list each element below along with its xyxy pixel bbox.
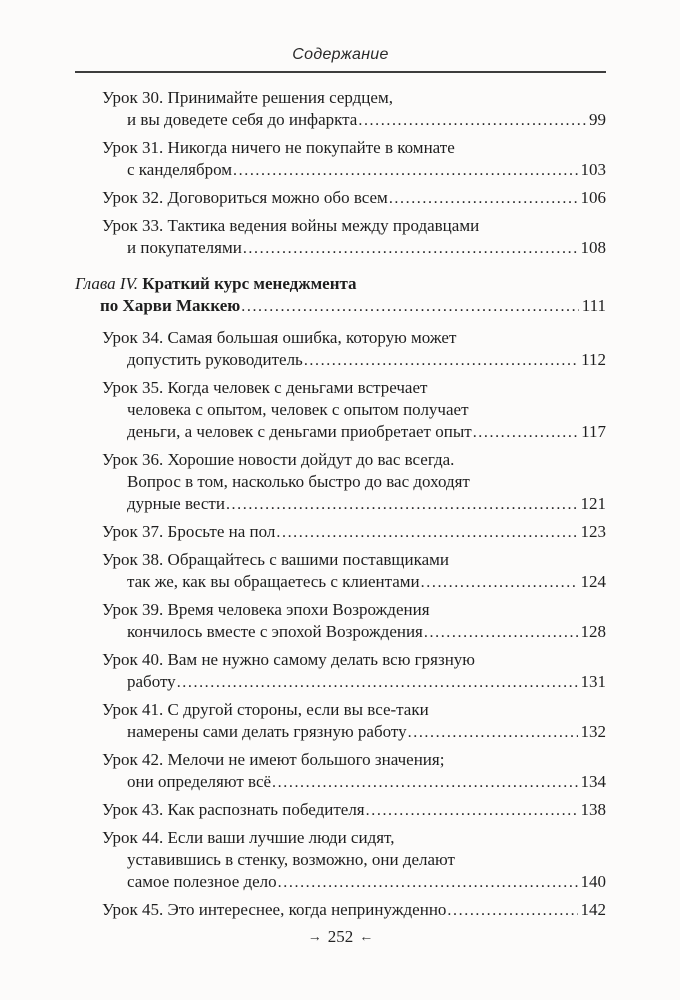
book-page — [75, 46, 606, 947]
entry-line — [102, 771, 606, 794]
entry-page-number: 128 — [580, 622, 606, 641]
entry-line — [102, 671, 606, 694]
entry-line — [102, 699, 606, 721]
entry-title-text: и вы доведете себя до инфаркта — [127, 110, 358, 129]
entry-page-number: 131 — [580, 672, 606, 691]
entry-line — [102, 493, 606, 516]
entry-title-text: дурные вести — [127, 494, 225, 513]
dot-leader — [278, 871, 578, 894]
entry-line — [102, 377, 606, 399]
toc-list — [75, 87, 606, 922]
toc-lesson-entry — [102, 187, 606, 210]
toc-lesson-entry — [102, 87, 606, 132]
entry-line — [102, 621, 606, 644]
entry-line — [102, 471, 606, 493]
right-arrow-ornament-icon: ← — [359, 930, 374, 945]
entry-title-text: самое полезное дело — [127, 872, 277, 891]
left-arrow-ornament-icon: → — [307, 930, 322, 945]
entry-title-text: Урок 37. Бросьте на пол — [102, 522, 276, 541]
dot-leader — [389, 187, 578, 210]
entry-title-text: Урок 35. Когда человек с деньгами встречает — [102, 378, 428, 397]
entry-line — [102, 871, 606, 894]
entry-title-text: Урок 39. Время человека эпохи Возрождения — [102, 600, 430, 619]
entry-title-text: Урок 40. Вам не нужно самому делать всю грязную — [102, 650, 475, 669]
entry-line — [102, 187, 606, 210]
entry-line — [102, 327, 606, 349]
toc-lesson-entry — [102, 377, 606, 444]
dot-leader — [358, 109, 586, 132]
entry-title-text: допустить руководитель — [127, 350, 303, 369]
entry-line — [75, 273, 606, 295]
dot-leader — [421, 571, 578, 594]
dot-leader — [304, 349, 578, 372]
entry-page-number: 117 — [581, 422, 606, 441]
page-footer — [75, 927, 606, 947]
dot-leader — [473, 421, 578, 444]
entry-page-number: 134 — [580, 772, 606, 791]
entry-line — [102, 899, 606, 922]
entry-page-number: 124 — [580, 572, 606, 591]
entry-page-number: 103 — [580, 160, 606, 179]
page-header: Содержание — [292, 46, 389, 63]
entry-title-text: Урок 36. Хорошие новости дойдут до вас всегда. — [102, 450, 455, 469]
toc-lesson-entry — [102, 327, 606, 372]
entry-page-number: 111 — [581, 296, 606, 315]
entry-line — [102, 137, 606, 159]
entry-line — [102, 721, 606, 744]
dot-leader — [177, 671, 578, 694]
entry-line — [102, 549, 606, 571]
folio-page-number: 252 — [327, 927, 354, 946]
entry-title-text: намерены сами делать грязную работу — [127, 722, 407, 741]
entry-page-number: 99 — [589, 110, 606, 129]
entry-title-text: Урок 31. Никогда ничего не покупайте в комнате — [102, 138, 455, 157]
entry-line — [102, 849, 606, 871]
toc-lesson-entry — [102, 449, 606, 516]
entry-line — [102, 215, 606, 237]
entry-line — [102, 159, 606, 182]
entry-line — [102, 599, 606, 621]
dot-leader — [243, 237, 578, 260]
toc-chapter-entry — [75, 273, 606, 318]
toc-lesson-entry — [102, 699, 606, 744]
entry-title-text: работу — [127, 672, 176, 691]
entry-line — [102, 571, 606, 594]
entry-title-text: и покупателями — [127, 238, 242, 257]
entry-title-text: уставившись в стенку, возможно, они делают — [127, 850, 455, 869]
entry-title-text: Урок 44. Если ваши лучшие люди сидят, — [102, 828, 395, 847]
chapter-number-prefix: Глава IV. — [75, 274, 143, 293]
entry-title-text: Урок 33. Тактика ведения войны между продавцами — [102, 216, 480, 235]
dot-leader — [233, 159, 577, 182]
toc-lesson-entry — [102, 827, 606, 894]
entry-title-text: кончилось вместе с эпохой Возрождения — [127, 622, 423, 641]
entry-page-number: 138 — [580, 800, 606, 819]
entry-line — [102, 449, 606, 471]
entry-title-text: Урок 43. Как распознать победителя — [102, 800, 365, 819]
entry-line — [102, 521, 606, 544]
dot-leader — [241, 295, 579, 318]
entry-title-text: Урок 32. Договориться можно обо всем — [102, 188, 388, 207]
entry-line — [102, 349, 606, 372]
dot-leader — [366, 799, 578, 822]
entry-title-text: Урок 34. Самая большая ошибка, которую может — [102, 328, 457, 347]
entry-line — [102, 749, 606, 771]
header-rule — [75, 71, 606, 73]
dot-leader — [272, 771, 577, 794]
entry-title-text: с канделябром — [127, 160, 233, 179]
entry-line — [102, 87, 606, 109]
toc-lesson-entry — [102, 137, 606, 182]
entry-page-number: 132 — [580, 722, 606, 741]
entry-title-text: они определяют всё — [127, 772, 272, 791]
entry-line — [102, 109, 606, 132]
entry-title-text: Глава IV. Краткий курс менеджмента — [75, 274, 357, 293]
entry-title-text: Вопрос в том, насколько быстро до вас доходят — [127, 472, 470, 491]
dot-leader — [424, 621, 578, 644]
entry-line — [102, 421, 606, 444]
entry-line — [102, 399, 606, 421]
entry-line — [102, 799, 606, 822]
entry-title-text: человека с опытом, человек с опытом получает — [127, 400, 469, 419]
toc-lesson-entry — [102, 521, 606, 544]
entry-title-text: Урок 45. Это интереснее, когда непринужденно — [102, 900, 447, 919]
entry-page-number: 108 — [580, 238, 606, 257]
toc-lesson-entry — [102, 549, 606, 594]
toc-lesson-entry — [102, 599, 606, 644]
entry-title-text: Урок 42. Мелочи не имеют большого значения; — [102, 750, 445, 769]
entry-title-text: по Харви Маккею — [100, 296, 241, 315]
entry-title-text: Урок 41. С другой стороны, если вы все-таки — [102, 700, 429, 719]
entry-page-number: 112 — [581, 350, 606, 369]
entry-title-text: так же, как вы обращаетесь с клиентами — [127, 572, 420, 591]
entry-line — [75, 295, 606, 318]
dot-leader — [447, 899, 577, 922]
dot-leader — [408, 721, 578, 744]
entry-title-text: Урок 30. Принимайте решения сердцем, — [102, 88, 393, 107]
entry-page-number: 123 — [580, 522, 606, 541]
toc-lesson-entry — [102, 799, 606, 822]
toc-lesson-entry — [102, 749, 606, 794]
toc-lesson-entry — [102, 649, 606, 694]
dot-leader — [226, 493, 578, 516]
entry-line — [102, 827, 606, 849]
entry-page-number: 121 — [580, 494, 606, 513]
toc-lesson-entry — [102, 899, 606, 922]
entry-page-number: 142 — [580, 900, 606, 919]
entry-title-text: деньги, а человек с деньгами приобретает опыт — [127, 422, 472, 441]
dot-leader — [276, 521, 577, 544]
entry-line — [102, 237, 606, 260]
entry-page-number: 106 — [580, 188, 606, 207]
entry-title-text: Урок 38. Обращайтесь с вашими поставщиками — [102, 550, 450, 569]
toc-lesson-entry — [102, 215, 606, 260]
entry-page-number: 140 — [580, 872, 606, 891]
entry-line — [102, 649, 606, 671]
